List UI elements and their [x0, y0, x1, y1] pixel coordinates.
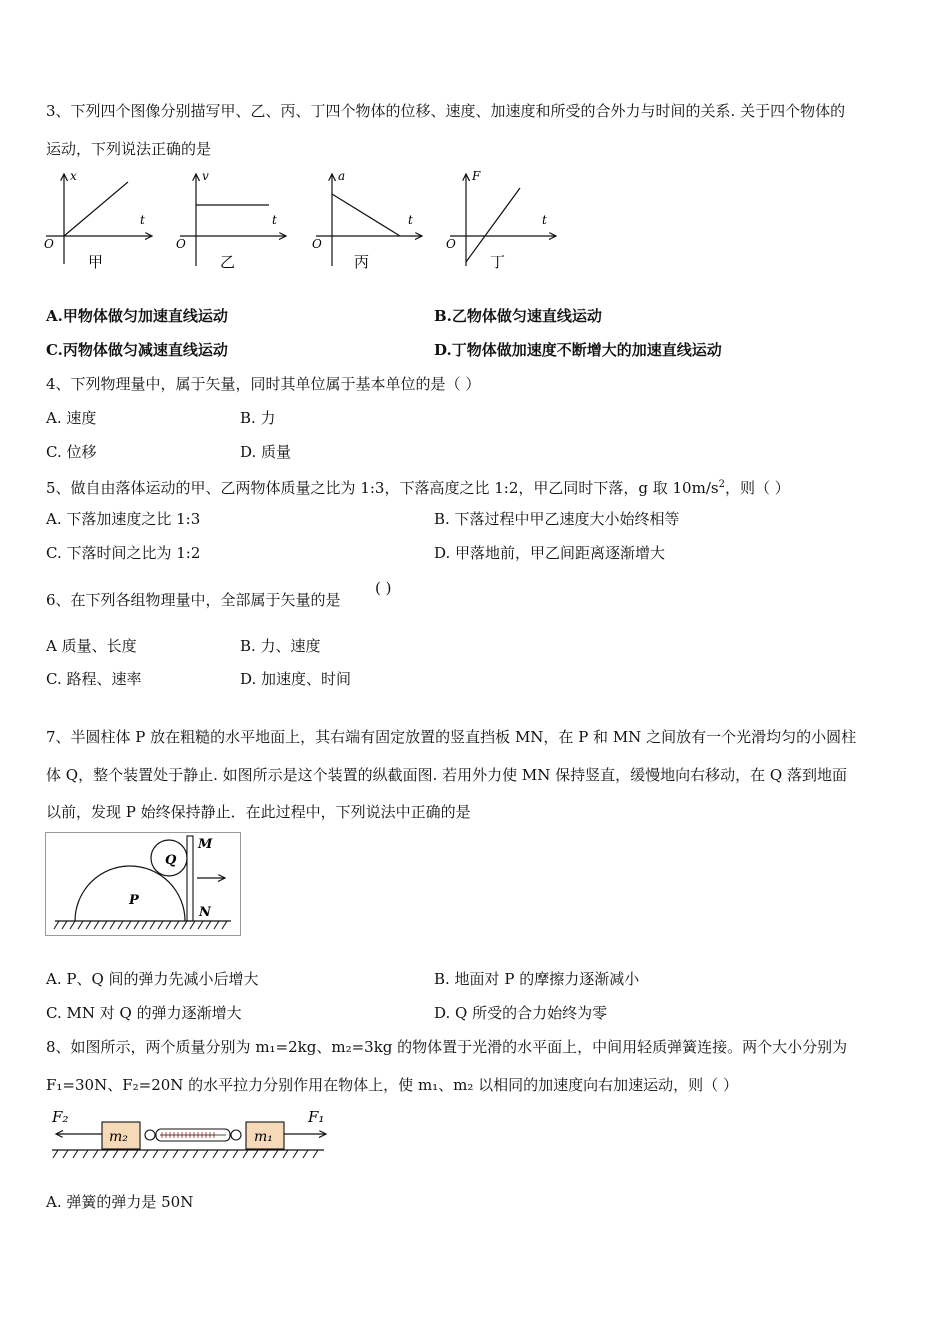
- graph-jia-caption: 甲: [88, 253, 104, 271]
- q6-stem: 6、在下列各组物理量中，全部属于矢量的是: [46, 591, 341, 609]
- q4-stem: 4、下列物理量中，属于矢量，同时其单位属于基本单位的是（ ）: [46, 375, 481, 393]
- q8-figure: [46, 1104, 330, 1164]
- q3-option-d: D.丁物体做加速度不断增大的加速直线运动: [434, 341, 722, 359]
- graph-jia-origin: O: [44, 237, 54, 251]
- q6-paren: ( ): [375, 579, 392, 597]
- graph-ding-xaxis: t: [542, 213, 547, 227]
- q5-stem: [46, 475, 790, 498]
- graph-jia: [40, 168, 165, 278]
- q7-stem-line2: 体 Q，整个装置处于静止. 如图所示是这个装置的纵截面图. 若用外力使 MN 保持竖直，缓慢地向右移动，在 Q 落到地面: [46, 766, 847, 784]
- q6-option-d: D. 加速度、时间: [240, 670, 352, 688]
- graph-ding-caption: 丁: [490, 253, 506, 271]
- q7-option-a: A. P、Q 间的弹力先减小后增大: [46, 970, 259, 988]
- graph-ding-origin: O: [446, 237, 456, 251]
- q5-option-b: B. 下落过程中甲乙速度大小始终相等: [434, 510, 680, 528]
- label-f2: F₂: [52, 1108, 69, 1126]
- graph-yi-origin: O: [176, 237, 186, 251]
- q4-option-a: A. 速度: [46, 409, 97, 427]
- q6-option-c: C. 路程、速率: [46, 670, 142, 688]
- q4-option-d: D. 质量: [240, 443, 292, 461]
- q8-option-a: A. 弹簧的弹力是 50N: [46, 1193, 194, 1211]
- q5-option-c: C. 下落时间之比为 1:2: [46, 544, 201, 562]
- q5-option-a: A. 下落加速度之比 1:3: [46, 510, 201, 528]
- graph-jia-line: [64, 182, 128, 236]
- graph-jia-yaxis: x: [70, 169, 77, 183]
- q8-stem-line1: 8、如图所示，两个质量分别为 m₁=2kg、m₂=3kg 的物体置于光滑的水平面上，中间用轻质弹簧连接。两个大小分别为: [46, 1038, 848, 1056]
- q7-stem-line3: 以前，发现 P 始终保持静止．在此过程中，下列说法中正确的是: [46, 803, 471, 821]
- q4-option-b: B. 力: [240, 409, 276, 427]
- q7-option-b: B. 地面对 P 的摩擦力逐渐减小: [434, 970, 640, 988]
- q3-option-c: C.丙物体做匀减速直线运动: [46, 341, 228, 359]
- q5-stem-main: 5、做自由落体运动的甲、乙两物体质量之比为 1:3，下落高度之比 1:2，甲乙同时下落，g 取 10m/s: [46, 479, 719, 497]
- graph-jia-xaxis: t: [140, 213, 145, 227]
- q3-stem-line2: 运动，下列说法正确的是: [46, 140, 212, 158]
- q5-option-d: D. 甲落地前，甲乙间距离逐渐增大: [434, 544, 666, 562]
- q5-stem-tail: ，则（ ）: [724, 479, 790, 497]
- label-f1: F₁: [308, 1108, 325, 1126]
- graph-bing-caption: 丙: [354, 253, 370, 271]
- q7-figure: [45, 832, 241, 936]
- q6-option-a: A 质量、长度: [46, 637, 137, 655]
- graph-yi-yaxis: v: [202, 169, 209, 183]
- board-mn: [187, 836, 193, 921]
- q8-stem-line2: F₁=30N、F₂=20N 的水平拉力分别作用在物体上，使 m₁、m₂ 以相同的加速度向右加速运动，则（ ）: [46, 1076, 738, 1094]
- graph-ding-line: [466, 188, 520, 262]
- graph-yi-xaxis: t: [272, 213, 277, 227]
- label-m2: m₂: [109, 1129, 128, 1145]
- graph-yi-caption: 乙: [220, 253, 236, 271]
- q7-option-d: D. Q 所受的合力始终为零: [434, 1004, 608, 1022]
- label-n: N: [199, 905, 211, 920]
- q4-option-c: C. 位移: [46, 443, 97, 461]
- q3-stem-line1: 3、下列四个图像分别描写甲、乙、丙、丁四个物体的位移、速度、加速度和所受的合外力与时间的关系. 关于四个物体的: [46, 102, 846, 120]
- graph-ding: [444, 168, 569, 278]
- graph-yi: [174, 168, 299, 278]
- graph-bing-line: [332, 194, 400, 236]
- graph-bing-xaxis: t: [408, 213, 413, 227]
- q3-option-a: A.甲物体做匀加速直线运动: [46, 307, 228, 325]
- label-p: P: [129, 893, 139, 908]
- q3-option-b: B.乙物体做匀速直线运动: [434, 307, 602, 325]
- label-m1: m₁: [254, 1129, 273, 1145]
- graph-ding-yaxis: F: [472, 169, 481, 183]
- q5-stem-superscript: 2: [718, 479, 725, 490]
- q6-option-b: B. 力、速度: [240, 637, 321, 655]
- graph-bing-yaxis: a: [338, 169, 346, 183]
- graph-bing-origin: O: [312, 237, 322, 251]
- label-m: M: [198, 837, 213, 852]
- q7-stem-line1: 7、半圆柱体 P 放在粗糙的水平地面上，其右端有固定放置的竖直挡板 MN，在 P 和 MN 之间放有一个光滑均匀的小圆柱: [46, 728, 857, 746]
- label-q: Q: [165, 853, 177, 868]
- graph-bing: [310, 168, 435, 278]
- q7-option-c: C. MN 对 Q 的弹力逐渐增大: [46, 1004, 242, 1022]
